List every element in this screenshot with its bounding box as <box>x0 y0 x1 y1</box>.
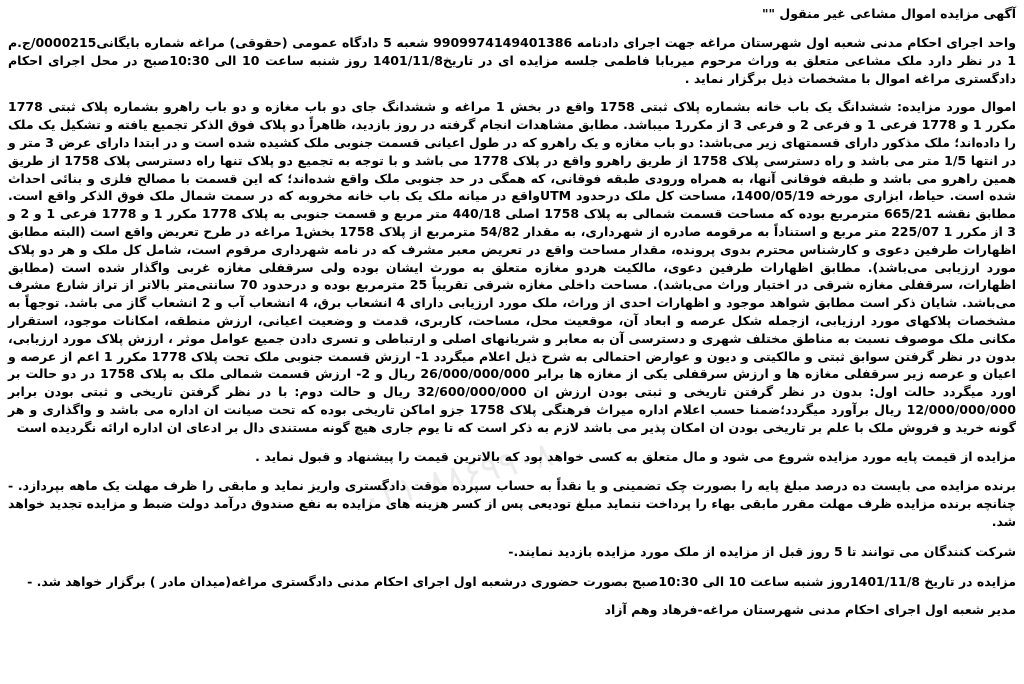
spacer <box>8 465 1016 477</box>
intro-paragraph: واحد اجرای احکام مدنی شعبه اول شهرستان مراغه جهت اجرای دادنامه 9909974149401386 شعبه 5 دادگاه عمومی (حقوقی) مراغه شماره بایگانی0000215/ج.م 1 در نظر دارد ملک مشاعی متعلق به وراث مرحوم میربابا فاطمی جلسه مزایده ای در تاریخ1401/11/8 روز شنبه ساعت 10 الی 10:30صبح در محل اجرای احکام دادگستری مراغه اموال با مشخصات ذیل برگزار نماید . <box>8 35 1017 86</box>
spacer <box>8 531 1016 543</box>
notice-title: آگهی مزایده اموال مشاعی غیر منقول "" <box>762 6 1016 21</box>
visit-terms-line: شرکت کنندگان می توانند تا 5 روز قبل از مزایده از ملک مورد مزایده بازدید نمایند.- <box>508 543 1016 559</box>
payment-terms-paragraph: برنده مزایده می بایست ده درصد مبلغ پایه را بصورت چک تضمینی و یا نقداً به حساب سپرده موقت دادگستری واریز نماید و مابقی را ظرف مهلت یک ماهه بپردازد. - چنانچه برنده مزایده ظرف مهلت مقرر مابقی بهاء را پرداخت ننماید مبلغ تودیعی پس از کسر هزینه های مزایده به نفع صندوق درآمد دولت ضبط و مزایده تجدید خواهد شد. <box>8 478 1016 529</box>
auction-schedule-line: مزایده در تاریخ 1401/11/8روز شنبه ساعت 10 الی 10:30صبح بصورت حضوری درشعبه اول اجرای احکام مدنی دادگستری مراغه(میدان مادر ) برگزار خواهد شد. - <box>27 573 1016 589</box>
base-price-paragraph: مزایده از قیمت پایه مورد مزایده شروع می شود و مال متعلق به کسی خواهد بود که بالاترین قیمت را پیشنهاد و قبول نماید . <box>255 448 1016 464</box>
spacer <box>8 561 1016 573</box>
phone-watermark: ۰۲۱-۸۸۶۹۹۰۸۰ <box>358 429 575 521</box>
spacer <box>8 590 1016 601</box>
spacer <box>8 437 1016 448</box>
signature-line: مدیر شعبه اول اجرای احکام مدنی شهرستان مراغه-فرهاد وهم آزاد <box>604 602 1016 618</box>
spacer <box>8 87 1016 98</box>
property-description-paragraph: اموال مورد مزایده: ششدانگ یک باب خانه بشماره پلاک ثبتی 1758 واقع در بخش 1 مراغه و ششدانگ جای دو باب مغازه و دو باب راهرو بشماره پلاک ثبتی 1778 مکرر 1 و 1778 فرعی 1 و فرعی 2 و فرعی 3 از مکرر1 میباشد. مطابق مشاهدات انجام گرفته در روز بازدید، ظاهراً دو پلاک فوق الذکر تجمیع یافته و تشکیل یک ملک را داده‌اند؛ ملک مذکور دارای قسمتهای زیر می‌باشد: دو باب مغازه و یک راهرو که در طول اعیانی قسمت جنوبی ملک کشیده شده است و در ابتدا دارای عرض 3 متر و در انتها 1/5 متر می باشد و راه دسترسی پلاک 1758 از طریق راهرو واقع در پلاک 1778 می باشد و با توجه به تجمیع دو پلاک تنها راه دسترسی پلاک 1758 از طریق همین راهرو می باشد و طبقه فوقانی آنها، به همراه ورودی طبقه فوقانی، که همگی در حد جنوبی ملک واقع شده‌اند؛ که این قسمت با مصالح فلزی و بنائی احداث شده است. حیاط، ابزاری مورخه 1400/05/19، مساحت کل ملک درحدود UTMواقع در میانه ملک یک باب خانه مخروبه که در سمت شمال ملک فوق الذکر واقع است. مطابق نقشه 665/21 مترمربع بوده که مساحت قسمت شمالی به پلاک 1758 اصلی 440/18 متر مربع و قسمت جنوبی به پلاک 1778 مکرر 1 و 1778 فرعی 1 و 2 و 3 از مکرر 1 225/07 متر مربع و استناداً به مرقومه صادره از شهرداری، به مقدار 54/82 مترمربع از پلاک 1758 بخش1 مراغه در طرح تعریض واقع است (البته مطابق اظهارات طرفین دعوی و کارشناس محترم بدوی پرونده، مقدار مساحت واقع در تعریض معبر مشرف که در نامه شهرداری مرقوم است، شامل کل ملک و هر دو پلاک مورد ارزیابی می‌باشد). مطابق اظهارات طرفین دعوی، مالکیت هردو مغازه متعلق به مورث ایشان بوده ولی سرقفلی مغازه غربی واگذار شده است (مطابق اظهارات، سرقفلی مغازه شرقی در اختیار وراث می‌باشد). مساحت داخلی مغازه شرقی تقریباً 25 مترمربع بوده و درحدود 70 سانتی‌متر بالاتر از تراز شارع مشرف می‌باشد. شایان ذکر است مطابق شواهد موجود و اظهارات احدی از وراث، ملک مورد ارزیابی دارای 4 انشعاب برق، 4 انشعاب آب و 2 انشعاب گاز می باشد. توجهاً به مشخصات پلاکهای مورد ارزیابی، ازجمله شکل عرصه و ابعاد آن، موقعیت محل، مساحت، کاربری، قدمت و وضعیت اعیانی، ارزش منطقه، امکانات موجود، استقرار مکانی ملک موصوف نسبت به مناطق مختلف شهری و دسترسی آن به معابر و شریانهای اصلی و ارتباطی و تسری دادن جمیع عوامل موثر ، ارزش پلاک مورد ارزیابی، بدون در نظر گرفتن سوابق ثبتی و مالکیتی و دیون و عوارض احتمالی به شرح ذیل اعلام میگردد 1- ارزش قسمت جنوبی ملک تحت پلاک 1778 مکرر 1 اعم از عرصه و اعیان و عرصه زیر سرقفلی مغازه ها و ارزش سرقفلی یکی از مغازه ها برابر 26/000/000/000 ریال و 2- ارزش قسمت شمالی ملک به پلاک 1758 در دو حالت بر اورد میگردد حالت اول: بدون در نظر گرفتن تاریخی و ثبتی بودن ارزش ان 32/600/000/000 ریال و حالت دوم: با در نظر گرفتن تاریخی و ثبتی بودن برابر 12/000/000/000 ریال برآورد میگردد؛ضمنا حسب اعلام اداره میراث فرهنگی پلاک 1758 جزو اماکن تاریخی بوده که تحت صیانت ان اداره می باشد و واگذاری و هر گونه خرید و فروش ملک با علم بر تاریخی بودن ان امکان پذیر می باشد لازم به ذکر است که تا یوم جاری هیچ گونه مستندی دال بر ادعای ان اداره ارائه نگردیده است <box>8 99 1017 435</box>
